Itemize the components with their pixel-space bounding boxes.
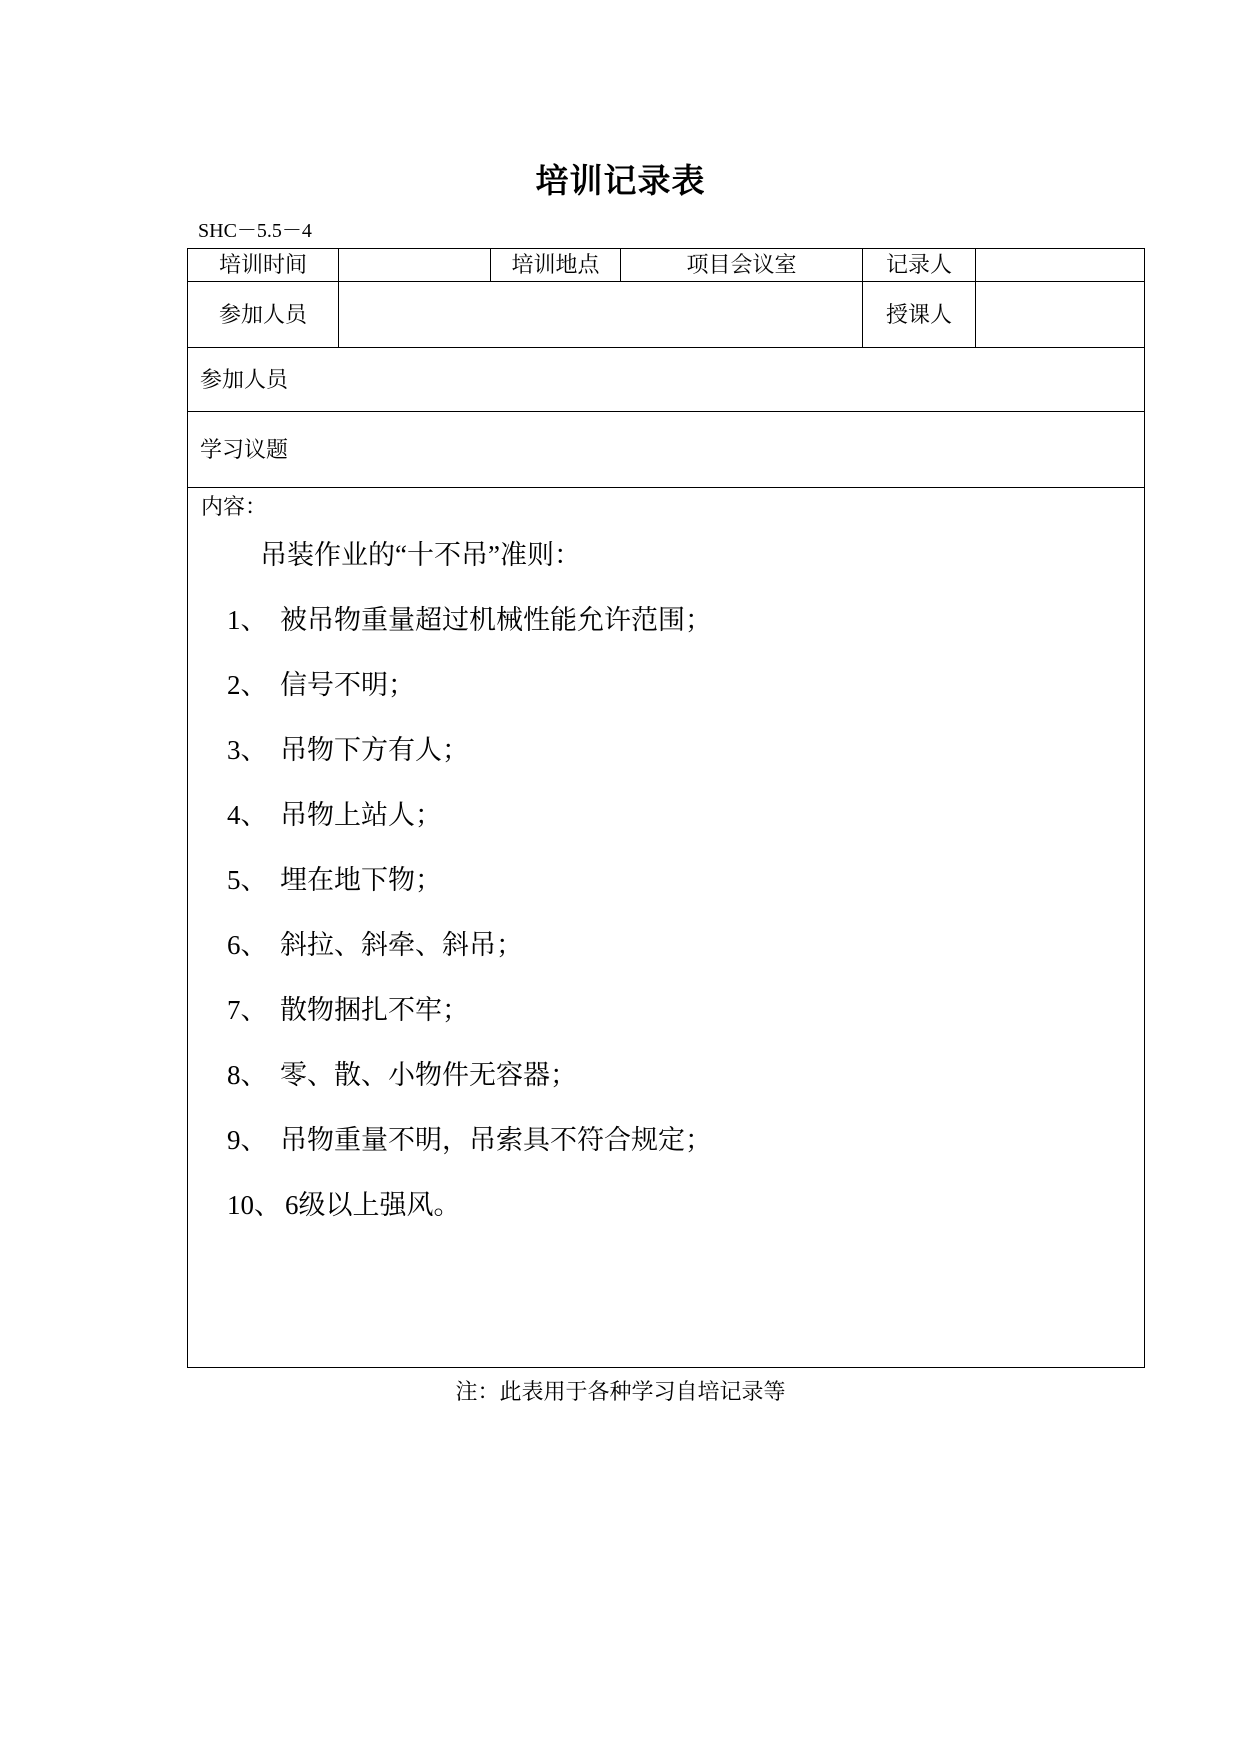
document-title: 培训记录表 bbox=[535, 164, 706, 200]
table-row-content bbox=[188, 488, 1145, 1368]
footnote: 注：此表用于各种学习自培记录等 bbox=[455, 1379, 786, 1404]
content-lines bbox=[188, 523, 1144, 1238]
item-number: 2、 bbox=[227, 670, 268, 700]
table-row-participants-full bbox=[188, 348, 1145, 412]
training-time-label: 培训时间 bbox=[188, 249, 339, 282]
list-item bbox=[188, 1108, 1144, 1173]
lecturer-label: 授课人 bbox=[863, 282, 976, 348]
form-code: SHC－5.5－4 bbox=[198, 220, 312, 242]
training-record-table bbox=[187, 248, 1145, 1368]
item-number: 6、 bbox=[227, 930, 268, 960]
recorder-value bbox=[976, 249, 1145, 282]
item-text: 6级以上强风。 bbox=[285, 1190, 461, 1220]
list-item bbox=[188, 1173, 1144, 1238]
item-text: 散物捆扎不牢； bbox=[280, 995, 469, 1025]
item-text: 信号不明； bbox=[280, 670, 415, 700]
list-item bbox=[188, 848, 1144, 913]
list-item bbox=[188, 978, 1144, 1043]
item-text: 吊物上站人； bbox=[280, 800, 442, 830]
lecturer-value bbox=[976, 282, 1145, 348]
list-item bbox=[188, 1043, 1144, 1108]
training-time-value bbox=[339, 249, 491, 282]
item-text: 埋在地下物； bbox=[280, 865, 442, 895]
table-row-participants-lecturer bbox=[188, 282, 1145, 348]
list-item bbox=[188, 718, 1144, 783]
table-row-topic bbox=[188, 412, 1145, 488]
participants-full-label: 参加人员 bbox=[188, 348, 1145, 412]
list-item bbox=[188, 588, 1144, 653]
item-number: 9、 bbox=[227, 1125, 268, 1155]
item-text: 吊物重量不明，吊索具不符合规定； bbox=[280, 1125, 712, 1155]
training-location-label: 培训地点 bbox=[491, 249, 621, 282]
content-heading: 吊装作业的“十不吊”准则： bbox=[260, 540, 581, 570]
content-area bbox=[188, 488, 1144, 1367]
list-item bbox=[188, 653, 1144, 718]
list-item bbox=[188, 783, 1144, 848]
study-topic-label: 学习议题 bbox=[188, 412, 1145, 488]
item-text: 斜拉、斜牵、斜吊； bbox=[280, 930, 523, 960]
training-location-value: 项目会议室 bbox=[621, 249, 863, 282]
item-number: 8、 bbox=[227, 1060, 268, 1090]
item-number: 10、 bbox=[227, 1190, 281, 1220]
recorder-label: 记录人 bbox=[863, 249, 976, 282]
participants-label: 参加人员 bbox=[188, 282, 339, 348]
item-number: 7、 bbox=[227, 995, 268, 1025]
participants-value bbox=[339, 282, 863, 348]
item-number: 1、 bbox=[227, 605, 268, 635]
item-number: 4、 bbox=[227, 800, 268, 830]
content-cell bbox=[188, 488, 1145, 1368]
item-text: 零、散、小物件无容器； bbox=[280, 1060, 577, 1090]
item-text: 被吊物重量超过机械性能允许范围； bbox=[280, 605, 712, 635]
list-item bbox=[188, 913, 1144, 978]
item-text: 吊物下方有人； bbox=[280, 735, 469, 765]
item-number: 3、 bbox=[227, 735, 268, 765]
content-label: 内容： bbox=[201, 494, 268, 519]
item-number: 5、 bbox=[227, 865, 268, 895]
table-row-time-location bbox=[188, 249, 1145, 282]
